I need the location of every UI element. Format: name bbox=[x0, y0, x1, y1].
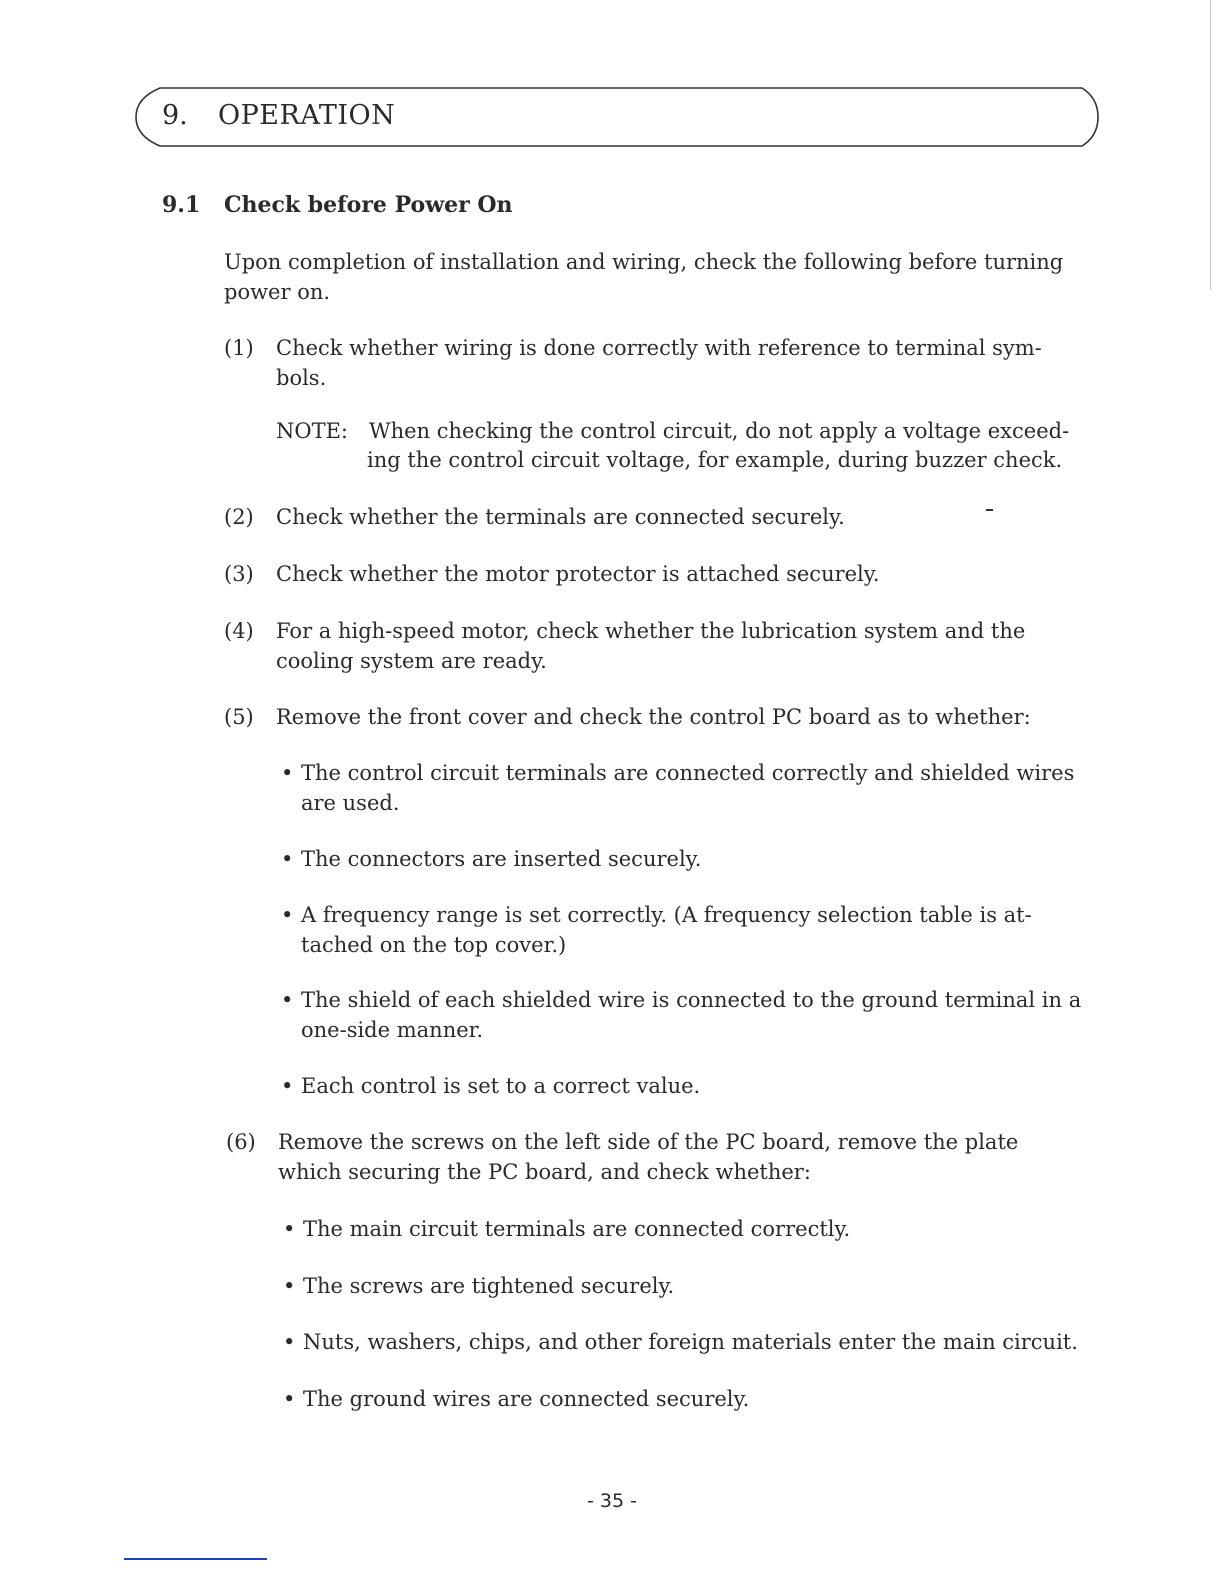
bullet-item bbox=[303, 1271, 1103, 1301]
item-number: (4) bbox=[224, 619, 254, 643]
bullet-icon: • bbox=[281, 847, 294, 871]
intro-paragraph bbox=[224, 247, 1104, 307]
bullet-item bbox=[301, 985, 1111, 1045]
bullet-line: The shield of each shielded wire is connected to the ground terminal in a bbox=[301, 988, 1082, 1012]
chapter-title: OPERATION bbox=[218, 100, 396, 131]
bullet-icon: • bbox=[281, 988, 294, 1012]
item-text bbox=[276, 702, 1096, 732]
scan-bottom-edge-line bbox=[124, 1558, 267, 1560]
item-line: which securing the PC board, and check whether: bbox=[278, 1160, 811, 1184]
bullet-item bbox=[301, 844, 1101, 874]
item-line: Check whether the motor protector is attached securely. bbox=[276, 562, 880, 586]
bullet-item bbox=[303, 1327, 1103, 1357]
bullet-line: The ground wires are connected securely. bbox=[303, 1387, 750, 1411]
bullet-line: The connectors are inserted securely. bbox=[301, 847, 702, 871]
bullet-item bbox=[301, 900, 1101, 960]
item-text bbox=[278, 1127, 1098, 1187]
item-line: bols. bbox=[276, 366, 327, 390]
item-text bbox=[276, 333, 1096, 393]
bullet-line: The screws are tightened securely. bbox=[303, 1274, 675, 1298]
note-label: NOTE: bbox=[276, 419, 349, 443]
item-line: Check whether the terminals are connected securely. bbox=[276, 505, 845, 529]
bullet-item bbox=[303, 1214, 1103, 1244]
item-line: Remove the front cover and check the control PC board as to whether: bbox=[276, 705, 1031, 729]
bullet-item bbox=[301, 1071, 1101, 1101]
bullet-icon: • bbox=[283, 1274, 296, 1298]
bullet-line: one-side manner. bbox=[301, 1018, 484, 1042]
item-number: (5) bbox=[224, 705, 254, 729]
item-number: (6) bbox=[226, 1130, 256, 1154]
bullet-line: tached on the top cover.) bbox=[301, 933, 567, 957]
bullet-item bbox=[301, 758, 1101, 818]
bullet-line: The main circuit terminals are connected correctly. bbox=[303, 1217, 851, 1241]
intro-line: Upon completion of installation and wiring, check the following before turning bbox=[224, 250, 1064, 274]
item-line: Remove the screws on the left side of the PC board, remove the plate bbox=[278, 1130, 1019, 1154]
item-text bbox=[276, 616, 1096, 676]
note-text-line1: When checking the control circuit, do not apply a voltage exceed- bbox=[369, 419, 1070, 443]
bullet-line: Each control is set to a correct value. bbox=[301, 1074, 701, 1098]
item-text bbox=[276, 502, 1096, 532]
bullet-icon: • bbox=[283, 1387, 296, 1411]
intro-line: power on. bbox=[224, 280, 331, 304]
section-number: 9.1 bbox=[162, 192, 201, 218]
item-number: (1) bbox=[224, 336, 254, 360]
item-line: For a high-speed motor, check whether the lubrication system and the bbox=[276, 619, 1026, 643]
page-number: - 35 - bbox=[587, 1490, 637, 1512]
item-line: Check whether wiring is done correctly with reference to terminal sym- bbox=[276, 336, 1042, 360]
stray-mark bbox=[986, 509, 993, 511]
bullet-icon: • bbox=[283, 1217, 296, 1241]
bullet-icon: • bbox=[281, 761, 294, 785]
item-number: (3) bbox=[224, 562, 254, 586]
bullet-line: A frequency range is set correctly. (A frequency selection table is at- bbox=[301, 903, 1032, 927]
item-line: cooling system are ready. bbox=[276, 649, 547, 673]
bullet-icon: • bbox=[283, 1330, 296, 1354]
note-text-line2: ing the control circuit voltage, for example, during buzzer check. bbox=[367, 448, 1063, 472]
bullet-line: The control circuit terminals are connected correctly and shielded wires bbox=[301, 761, 1075, 785]
bullet-line: are used. bbox=[301, 791, 400, 815]
item-text bbox=[276, 559, 1096, 589]
item-number: (2) bbox=[224, 505, 254, 529]
bullet-icon: • bbox=[281, 903, 294, 927]
section-title: Check before Power On bbox=[224, 192, 513, 218]
bullet-line: Nuts, washers, chips, and other foreign materials enter the main circuit. bbox=[303, 1330, 1078, 1354]
bullet-item bbox=[303, 1384, 1103, 1414]
bullet-icon: • bbox=[281, 1074, 294, 1098]
scan-edge-line bbox=[1210, 0, 1211, 290]
chapter-number: 9. bbox=[162, 100, 188, 131]
